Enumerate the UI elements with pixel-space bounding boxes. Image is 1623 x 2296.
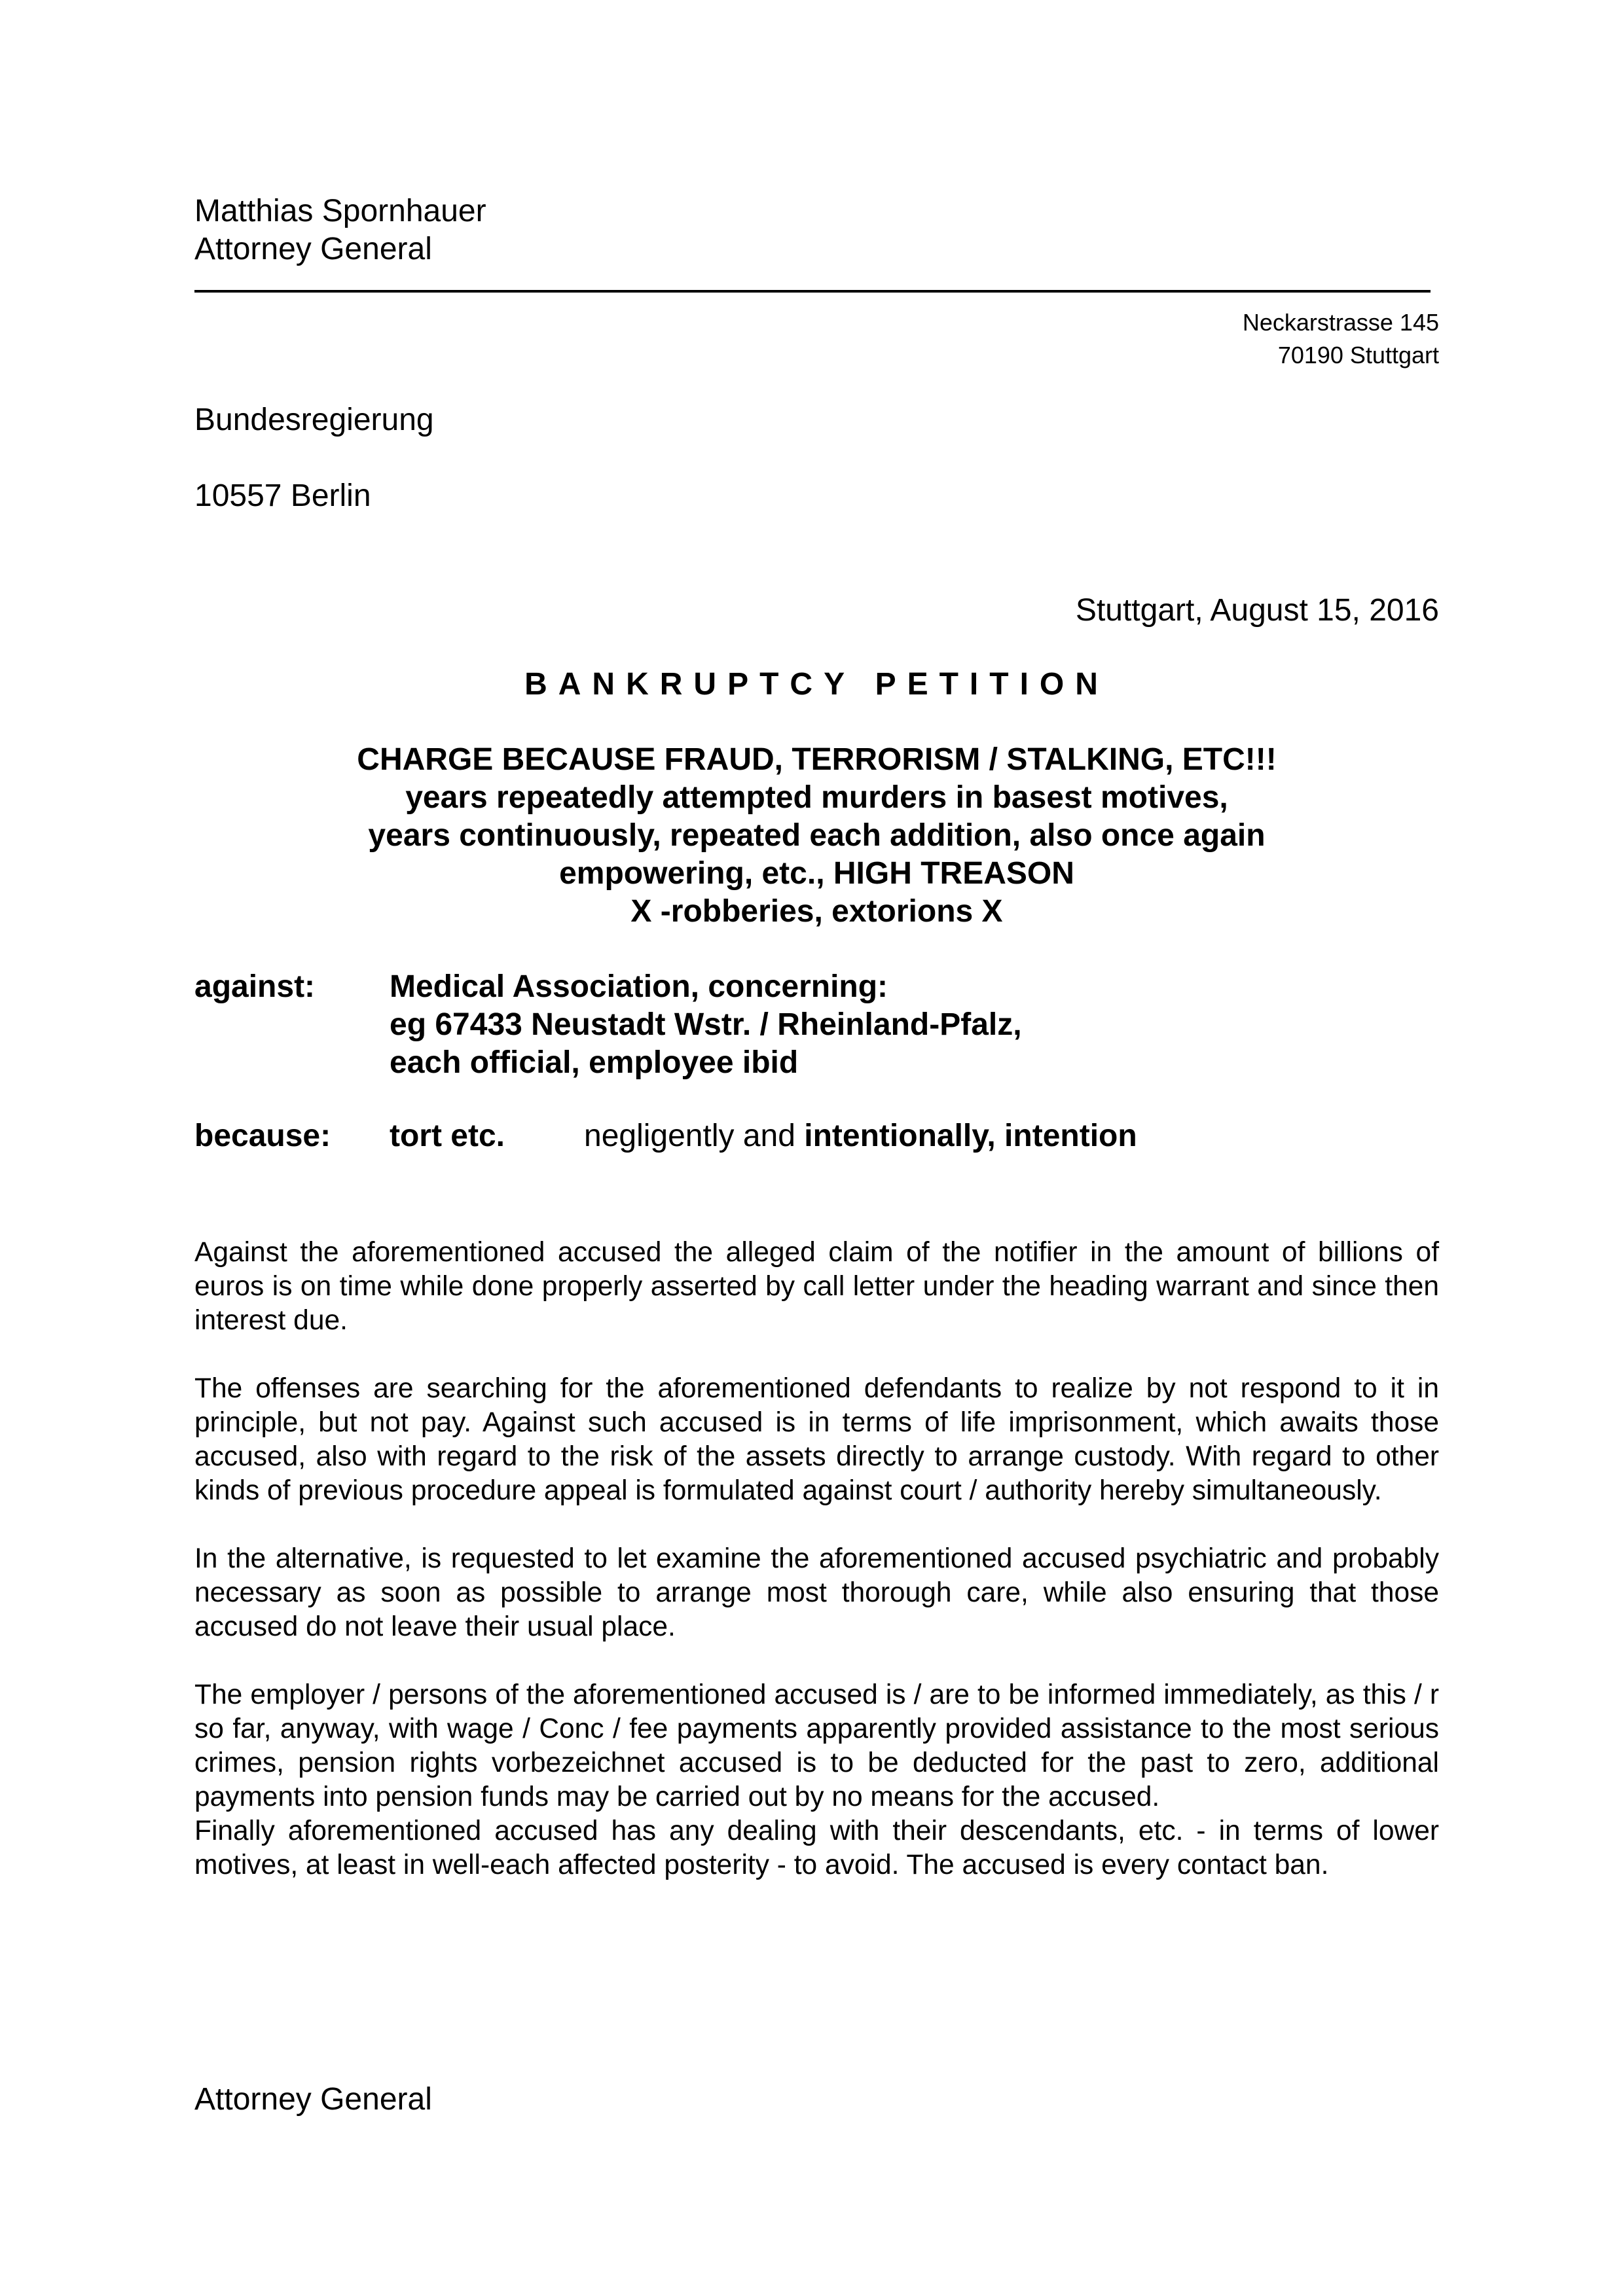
because-mode-bold: intentionally, intention (804, 1119, 1137, 1153)
against-label: against: (194, 969, 316, 1004)
sender-address (1243, 306, 1439, 372)
recipient-city: 10557 Berlin (194, 478, 371, 513)
because-mode (584, 1117, 1137, 1155)
body-paragraph: The offenses are searching for the aforementioned defendants to realize by not respond to it in principle, but not pay. Against such accused is in terms of life imprisonment, which awaits those accused, also with regard to the risk of the assets directly to arrange custody. With regard to other kinds of previous procedure appeal is formulated against court / authority hereby simultaneously. (194, 1373, 1439, 1506)
charge-line: years continuously, repeated each addition, also once again (368, 818, 1266, 853)
body-paragraph: The employer / persons of the aforementioned accused is / are to be informed immediately, as this / r so far, anyway, with wage / Conc / fee payments apparently provided assistance to the most serious crimes, pension rights vorbezeichnet accused is to be deducted for the past to zero, additional payments into pension funds may be carried out by no means for the accused. (194, 1679, 1439, 1812)
date-line: Stuttgart, August 15, 2016 (1075, 593, 1439, 628)
document-title: BANKRUPTCY PETITION (524, 667, 1109, 702)
charge-line: CHARGE BECAUSE FRAUD, TERRORISM / STALKING, ETC!!! (357, 742, 1277, 777)
body-paragraph: In the alternative, is requested to let examine the aforementioned accused psychiatric and probably necessary as soon as possible to arrange most thorough care, while also ensuring that those accused do not leave their usual place. (194, 1543, 1439, 1642)
charge-block (194, 741, 1439, 931)
against-line: each official, employee ibid (390, 1045, 799, 1080)
sender-title: Attorney General (194, 232, 432, 266)
charge-line: empowering, etc., HIGH TREASON (559, 856, 1074, 891)
charge-line: years repeatedly attempted murders in basest motives, (405, 780, 1228, 815)
header-divider (194, 290, 1431, 293)
recipient-name: Bundesregierung (194, 403, 434, 437)
because-label: because: (194, 1119, 331, 1153)
against-details (390, 968, 1022, 1082)
sender-block (194, 192, 486, 268)
body-paragraph: Finally aforementioned accused has any dealing with their descendants, etc. - in terms of lower motives, at least in well-each affected posterity - to avoid. The accused is every contact ban. (194, 1816, 1439, 1880)
body-text (194, 1236, 1439, 1882)
because-value: tort etc. (390, 1119, 505, 1153)
because-mode-plain: negligently and (584, 1119, 805, 1153)
against-line: eg 67433 Neustadt Wstr. / Rheinland-Pfalz, (390, 1007, 1022, 1042)
against-line: Medical Association, concerning: (390, 969, 888, 1004)
sender-name: Matthias Spornhauer (194, 194, 486, 228)
sender-city: 70190 Stuttgart (1277, 342, 1439, 368)
signature: Attorney General (194, 2082, 432, 2117)
sender-street: Neckarstrasse 145 (1242, 309, 1439, 336)
body-paragraph: Against the aforementioned accused the alleged claim of the notifier in the amount of billions of euros is on time while done properly asserted by call letter under the heading warrant and since then interest due. (194, 1237, 1439, 1336)
charge-line: X -robberies, extorions X (630, 894, 1003, 929)
